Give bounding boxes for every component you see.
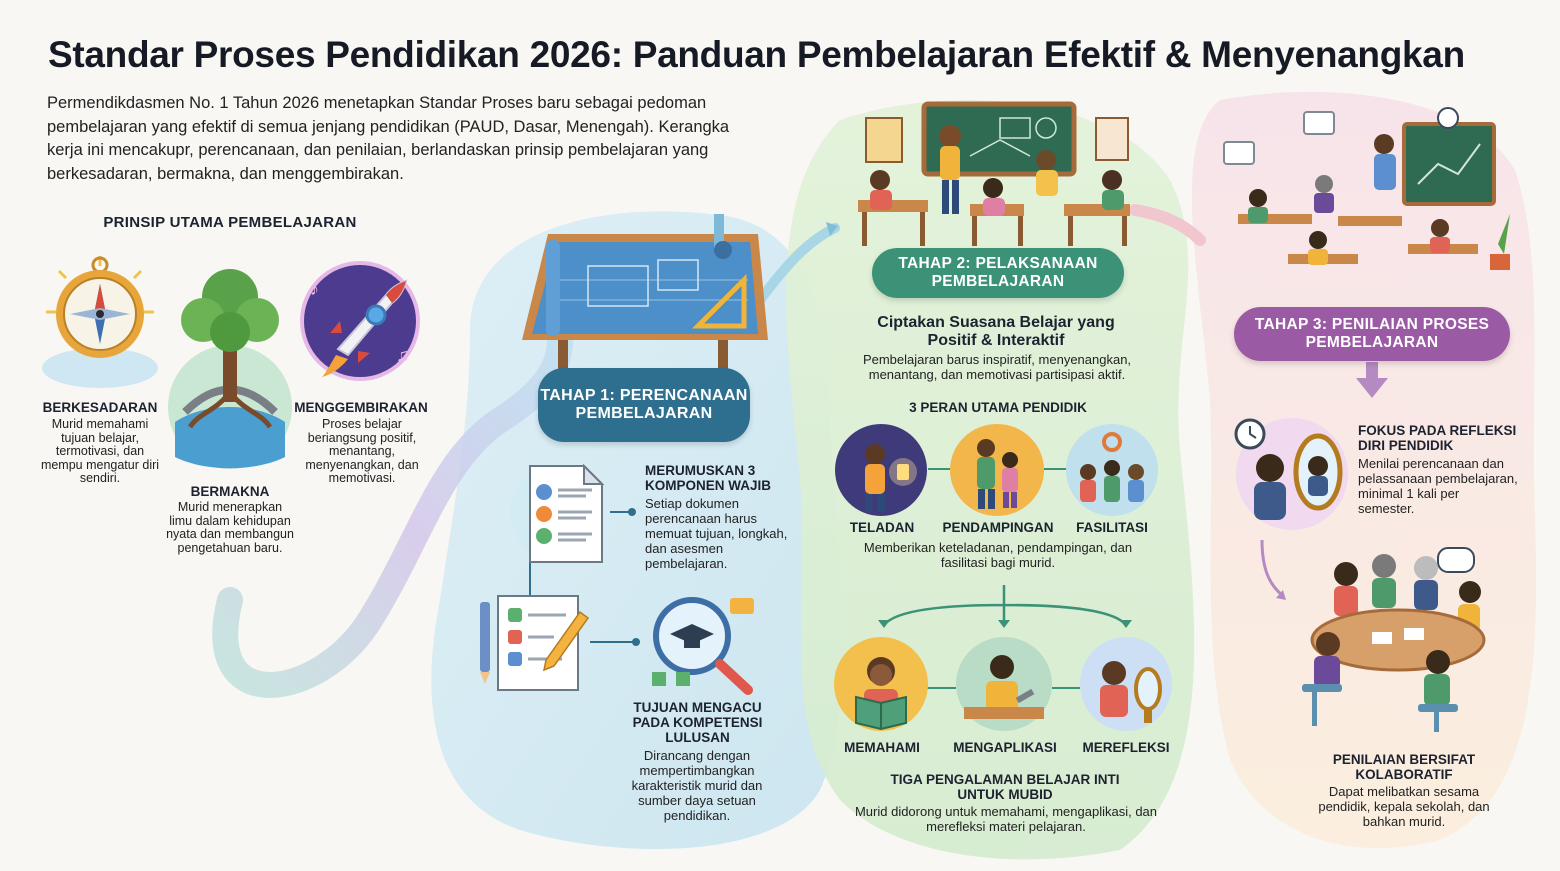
stage1-item1-title: MERUMUSKAN 3 KOMPONEN WAJIB [645,463,772,493]
stage3-item1-desc: Menilai perencanaan dan pelassanaan pembelajaran, minimal 1 kali per semester. [1358,456,1518,516]
stage2-headline: Ciptakan Suasana Belajar yang Positif & Interaktif [877,314,1115,349]
page-title: Standar Proses Pendidikan 2026: Panduan Pembelajaran Efektif & Menyenangkan [48,34,1465,75]
roles-heading: 3 PERAN UTAMA PENDIDIK [909,400,1087,415]
experiences-heading: TIGA PENGALAMAN BELAJAR INTI UNTUK MUBID [890,772,1120,802]
principle-desc-bermakna: Murid menerapkan limu dalam kehidupan nyata dan membangun pengetahuan baru. [166,500,294,555]
lantern-role-icon [835,424,927,516]
svg-text:♫: ♫ [396,345,410,365]
collaborative-meeting-illustration [1288,544,1508,734]
principle-desc-berkesadaran: Murid memahami tujuan belajar, termotivasi, dan mempu mengatur diri sendiri. [40,417,160,485]
stage3-item2-desc: Dapat melibatkan sesama pendidik, kepala sekolah, dan bahkan murid. [1318,784,1490,829]
checklist-pencil-icon [474,590,592,694]
drafting-table-icon [518,210,770,390]
compass-icon [40,250,160,390]
role-label-pendampingan: PENDAMPINGAN [942,520,1054,535]
stage1-item2-title: TUJUAN MENGACU PADA KOMPETENSI LULUSAN [632,700,763,745]
svg-text:♪: ♪ [310,279,319,299]
stage3-item2-title: PENILAIAN BERSIFAT KOLABORATIF [1332,752,1476,782]
role-label-fasilitasi: FASILITASI [1076,520,1148,535]
principles-heading: PRINSIP UTAMA PEMBELAJARAN [103,214,357,231]
stage2-headline-desc: Pembelajaran barus inspiratif, menyenangkan, menantang, dan memotivasi partisipasi aktif. [862,352,1132,382]
principle-title-menggembirakan: MENGGEMBIRAKAN [294,400,428,415]
reflecting-mirror-icon [1080,637,1172,731]
facilitation-role-icon [1066,424,1158,516]
role-label-teladan: TELADAN [849,520,915,535]
intro-text: Permendikdasmen No. 1 Tahun 2026 menetapkan Standar Proses baru sebagai pedoman pembelajaran yang efektif di semua jenjang pendidikan (PAUD, Dasar, Menengah). Kerangka kerja ini mencakupr, perencanaan, dan penilaian, berlandaskan prinsip pembelajaran yang berkesadaran, bermakna, dan menggembirakan. [47,94,730,183]
stage3-badge: TAHAP 3: PENILAIAN PROSES PEMBELAJARAN [1234,307,1510,361]
self-reflection-mirror-icon [1226,408,1350,532]
experience-label-mengaplikasi: MENGAPLIKASI [953,740,1057,755]
principle-title-berkesadaran: BERKESADARAN [42,400,158,415]
magnifier-graduation-icon [640,592,764,696]
stage1-badge: TAHAP 1: PERENCANAAN PEMBELAJARAN [538,368,750,442]
experience-label-memahami: MEMAHAMI [844,740,920,755]
classroom-scene-illustration [850,100,1140,250]
reading-book-icon [834,637,928,731]
teacher-classroom-illustration [1218,104,1518,304]
tree-icon [165,262,295,472]
experience-label-merefleksi: MEREFLEKSI [1082,740,1170,755]
rocket-icon [296,255,426,385]
applying-tools-icon [956,637,1052,731]
roles-desc: Memberikan keteladanan, pendampingan, dan fasilitasi bagi murid. [863,540,1133,570]
stage1-item1-desc: Setiap dokumen perencanaan harus memuat tujuan, longkah, dan asesmen pembelajaran. [645,496,788,571]
guiding-role-icon [950,424,1044,516]
principle-desc-menggembirakan: Proses belajar beriangsung positif, menantang, menyenangkan, dan memotivasi. [305,417,419,485]
principle-title-bermakna: BERMAKNA [190,484,270,499]
stage2-badge: TAHAP 2: PELAKSANAAN PEMBELAJARAN [872,248,1124,298]
stage3-item1-title: FOKUS PADA REFLEKSI DIRI PENDIDIK [1358,423,1517,453]
experiences-desc: Murid didorong untuk memahami, mengaplikasi, dan merefleksi materi pelajaran. [854,804,1158,834]
document-checklist-icon [508,458,612,568]
stage1-item2-desc: Dirancang dengan mempertimbangkan karakteristik murid dan sumber daya setuan pendidikan. [631,748,763,823]
